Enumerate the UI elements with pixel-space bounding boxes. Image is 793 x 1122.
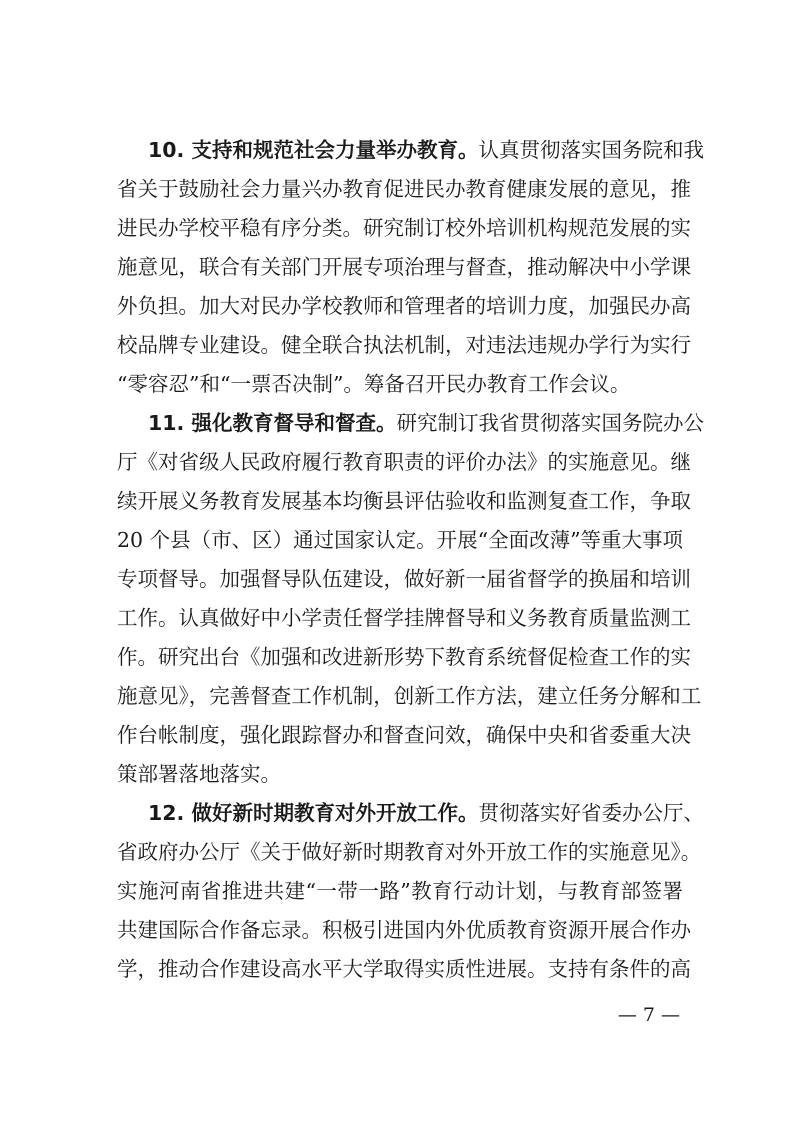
paragraph-line: 实施河南省推进共建“一带一路”教育行动计划，与教育部签署 — [117, 879, 683, 903]
paragraph-line: 工作。认真做好中小学责任督学挂牌督导和义务教育质量监测工 — [117, 606, 691, 630]
paragraph-line: 共建国际合作备忘录。积极引进国内外优质教育资源开展合作办 — [117, 918, 691, 942]
paragraph-line: 省政府办公厅《关于做好新时期教育对外开放工作的实施意见》。 — [117, 840, 702, 864]
section-heading: 11. 强化教育督导和督查。 — [148, 411, 397, 435]
paragraph-line: 学，推动合作建设高水平大学取得实质性进展。支持有条件的高 — [117, 957, 691, 981]
paragraph-line: 作。研究出台《加强和改进新形势下教育系统督促检查工作的实 — [117, 645, 691, 669]
paragraph-line: 策部署落地落实。 — [117, 762, 281, 786]
paragraph-line — [148, 134, 704, 166]
paragraph-line: 续开展义务教育发展基本均衡县评估验收和监测复查工作，争取 — [117, 489, 691, 513]
paragraph-line: 校品牌专业建设。健全联合执法机制，对违法违规办学行为实行 — [117, 333, 691, 357]
paragraph-line: 外负担。加大对民办学校教师和管理者的培训力度，加强民办高 — [117, 294, 691, 318]
paragraph-line — [148, 797, 704, 829]
paragraph-text: 研究制订我省贯彻落实国务院办公 — [396, 411, 704, 435]
section-heading: 12. 做好新时期教育对外开放工作。 — [148, 801, 479, 825]
paragraph-line: 进民办学校平稳有序分类。研究制订校外培训机构规范发展的实 — [117, 216, 691, 240]
paragraph-line: 施意见》，完善督查工作机制，创新工作方法，建立任务分解和工 — [117, 684, 702, 708]
paragraph-line: 厅《对省级人民政府履行教育职责的评价办法》的实施意见。继 — [117, 450, 691, 474]
paragraph-text: 认真贯彻落实国务院和我 — [478, 138, 704, 162]
paragraph-line: 作台帐制度，强化跟踪督办和督查问效，确保中央和省委重大决 — [117, 723, 691, 747]
paragraph-line: 专项督导。加强督导队伍建设，做好新一届省督学的换届和培训 — [117, 567, 691, 591]
paragraph-line: 省关于鼓励社会力量兴办教育促进民办教育健康发展的意见，推 — [117, 177, 691, 201]
section-heading: 10. 支持和规范社会力量举办教育。 — [148, 138, 479, 162]
paragraph-line — [148, 407, 704, 439]
page-number: — 7 — — [617, 1004, 680, 1026]
paragraph-line: 施意见，联合有关部门开展专项治理与督查，推动解决中小学课 — [117, 255, 691, 279]
paragraph-line: “零容忍”和“一票否决制”。筹备召开民办教育工作会议。 — [117, 372, 631, 396]
paragraph-text: 贯彻落实好省委办公厅、 — [478, 801, 704, 825]
paragraph-line: 20 个县（市、区）通过国家认定。开展“全面改薄”等重大事项 — [117, 528, 684, 552]
